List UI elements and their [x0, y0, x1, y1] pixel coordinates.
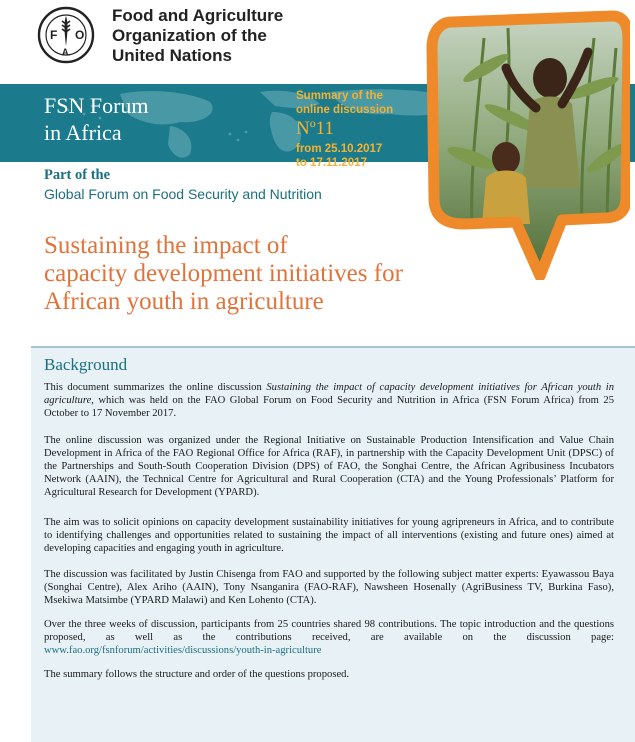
organization-name: [112, 6, 283, 66]
date-to: to 17.11.2017: [296, 157, 367, 169]
date-from: from 25.10.2017: [296, 143, 383, 155]
discussion-page-link[interactable]: www.fao.org/fsnforum/activities/discussions/youth-in-agriculture: [44, 645, 322, 656]
forum-title: [44, 92, 149, 146]
background-heading: Background: [44, 355, 128, 374]
summary-label-2: online discussion: [296, 104, 394, 116]
logo-letter-f: F: [50, 28, 58, 42]
org-line-3: United Nations: [112, 46, 232, 65]
document-title: [44, 232, 484, 316]
org-line-2: Organization of the: [112, 26, 267, 45]
title-line-3: African youth in agriculture: [44, 288, 324, 315]
paragraph-2: The online discussion was organized under the Regional Initiative on Sustainable Production Intensification and Value Chain Development in Africa of the FAO Regional Office for Africa (RAF), in partnership with the Capacity Development Unit (DPSC) of the Partnerships and South-South Cooperation Division (DPS) of FAO, the Songhai Centre, the African Agribusiness Incubators Network (AAIN), the Technical Centre for Agricultural and Rural Cooperation (CTA) and the Young Professionals’ Platform for Agricultural Research for Development (YPARD).: [44, 435, 614, 498]
part-of-label: Part of the: [44, 167, 111, 183]
logo-letter-o: O: [75, 28, 85, 42]
paragraph-1: [44, 381, 614, 420]
paragraph-1-start: This document summarizes the online discussion: [44, 382, 267, 393]
discussion-title-italic: Sustaining the impact of capacity development initiatives for African youth in agriculture: [44, 382, 614, 406]
forum-title-line-1: FSN Forum: [44, 93, 149, 118]
paragraph-4: The discussion was facilitated by Justin Chisenga from FAO and supported by the following subject matter experts: Eyawassou Baya (Songhai Centre), Alex Ariho (AAIN), Tony Nsanganira (FAO-RAF), Nawsheen Hosenally (AgriBusiness TV, Burkina Faso), Msekiwa Matsimbe (YPARD Malawi) and Ken Lohento (CTA).: [44, 569, 614, 606]
title-line-2: capacity development initiatives for: [44, 260, 403, 287]
forum-title-line-2: in Africa: [44, 120, 122, 145]
summary-label-1: Summary of the: [296, 90, 383, 102]
fao-logo: [37, 6, 95, 64]
paragraph-1-end: , which was held on the FAO Global Forum on Food Security and Nutrition in Africa (FSN Forum Africa) from 25 October to 17 November 2017.: [44, 395, 614, 419]
paragraph-5-text: Over the three weeks of discussion, participants from 25 countries shared 98 contributions. The topic introduction and the questions proposed, as well as the contributions received, are available on the discussion page:: [44, 619, 614, 643]
summary-info: [296, 89, 393, 170]
paragraph-6: The summary follows the structure and order of the questions proposed.: [44, 669, 350, 680]
title-line-1: Sustaining the impact of: [44, 232, 288, 259]
logo-letter-a: A: [62, 47, 69, 57]
paragraph-5: [44, 618, 614, 657]
summary-number: Nº11: [296, 118, 334, 139]
paragraph-3: The aim was to solicit opinions on capacity development sustainability initiatives for young agripreneurs in Africa, and to contribute to identifying challenges and opportunities related to sustaining the impact of all interventions (existing and future ones) aimed at developing capacities and engaging youth in agriculture.: [44, 517, 614, 554]
org-line-1: Food and Agriculture: [112, 6, 284, 25]
global-forum-label: Global Forum on Food Security and Nutrition: [44, 186, 322, 202]
